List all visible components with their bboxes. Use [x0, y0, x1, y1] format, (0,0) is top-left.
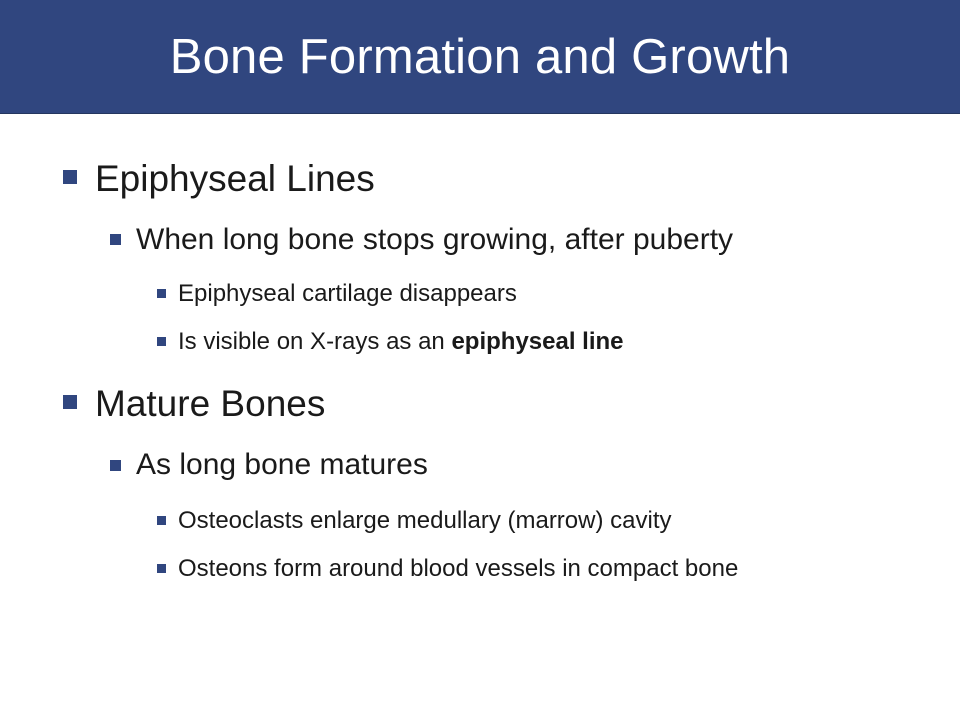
square-bullet-icon: [110, 460, 121, 471]
square-bullet-icon: [63, 170, 77, 184]
square-bullet-icon: [157, 289, 166, 298]
square-bullet-icon: [63, 395, 77, 409]
square-bullet-icon: [110, 234, 121, 245]
section-heading: Mature Bones: [95, 383, 326, 424]
detail-point: Osteons form around blood vessels in compact bone: [178, 555, 739, 582]
square-bullet-icon: [157, 337, 166, 346]
detail-point: [178, 327, 624, 357]
detail-point-bold-term: epiphyseal line: [451, 328, 624, 355]
detail-point: Epiphyseal cartilage disappears: [178, 280, 517, 307]
sub-point: As long bone matures: [136, 448, 428, 481]
square-bullet-icon: [157, 516, 166, 525]
square-bullet-icon: [157, 564, 166, 573]
section-heading: Epiphyseal Lines: [95, 158, 375, 199]
slide-title: Bone Formation and Growth: [169, 30, 791, 84]
detail-point: Osteoclasts enlarge medullary (marrow) cavity: [178, 507, 672, 534]
sub-point: When long bone stops growing, after puberty: [136, 223, 734, 256]
detail-point-text: Is visible on X-rays as an: [178, 328, 452, 355]
